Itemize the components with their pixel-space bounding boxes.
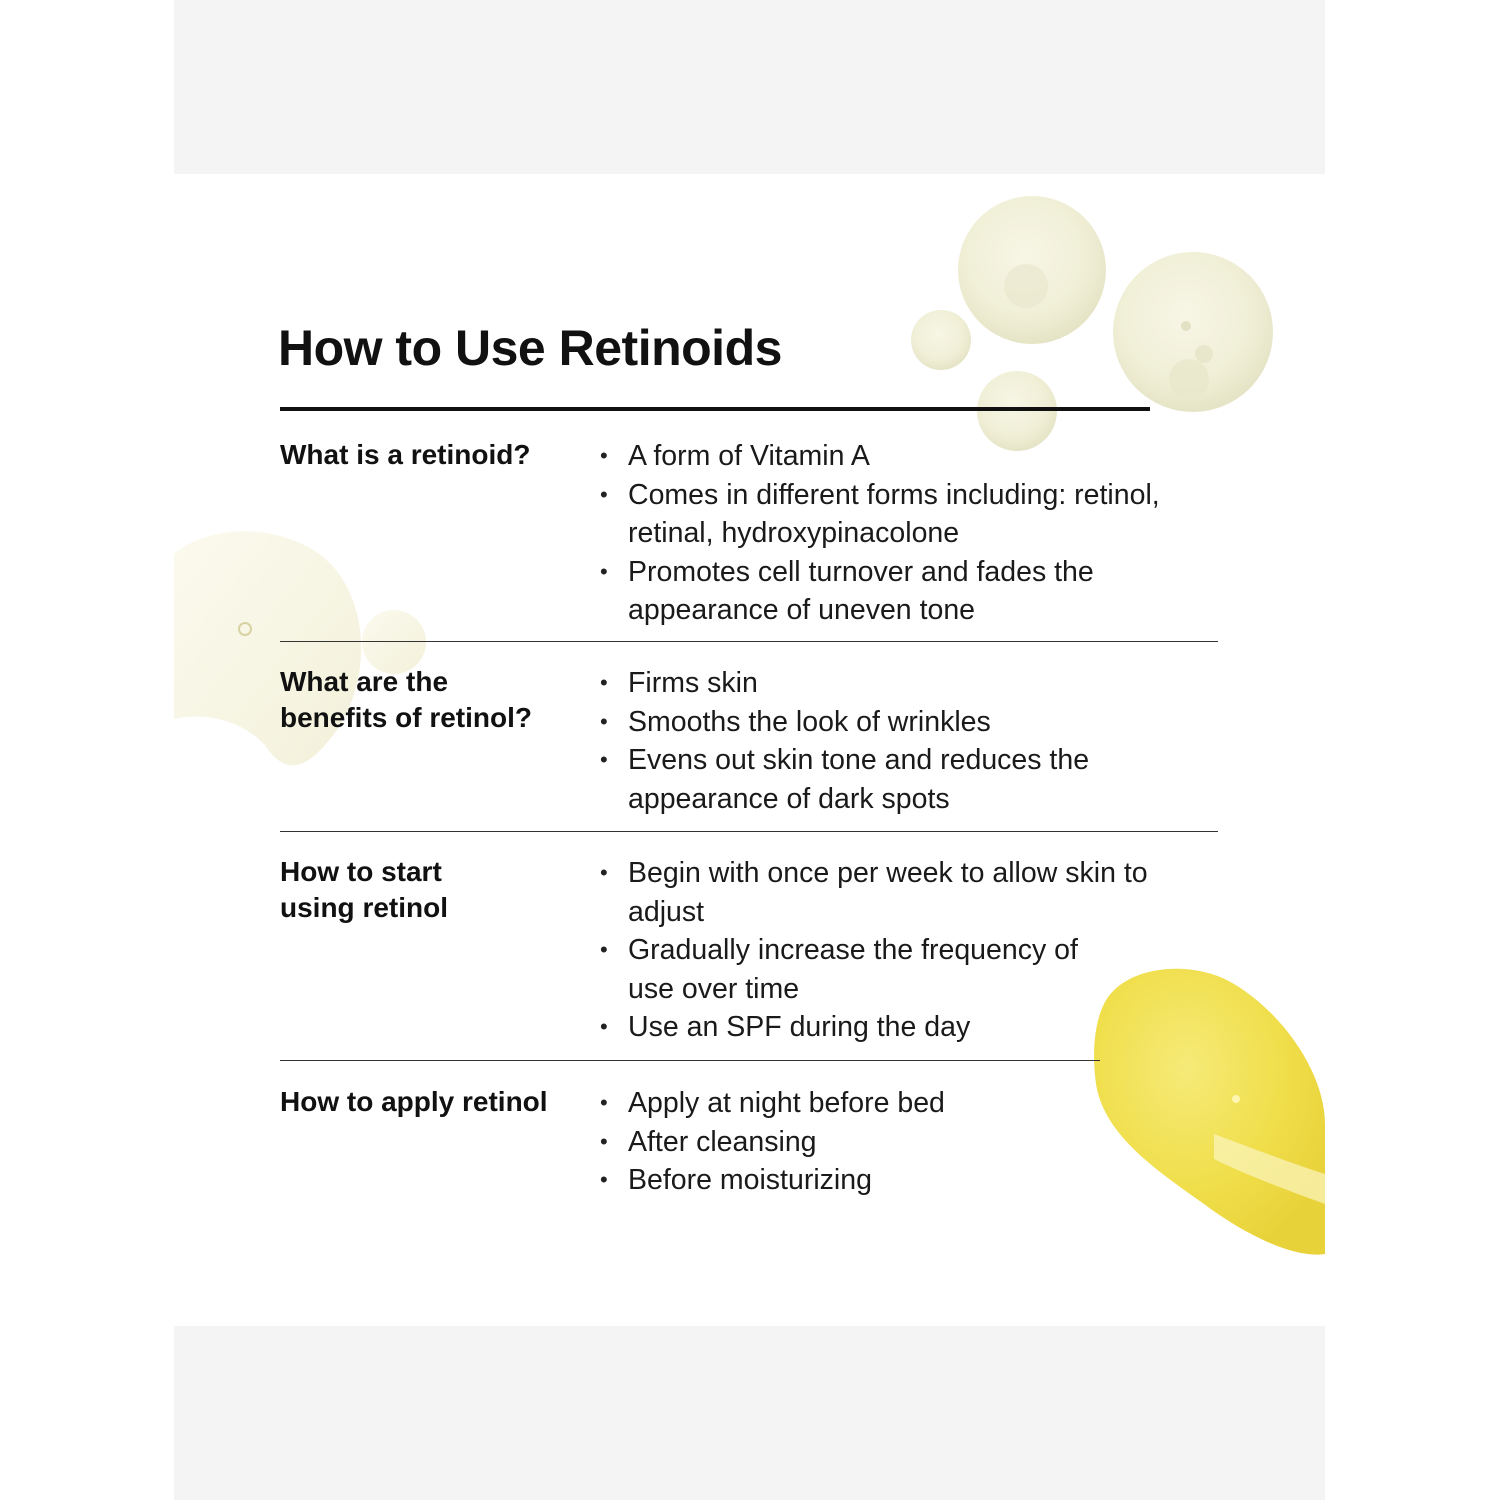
row-question: What is a retinoid? (280, 439, 531, 470)
bullet-item: • A form of Vitamin A (600, 437, 1240, 476)
top-background-band (174, 0, 1325, 174)
bullet-item: • Evens out skin tone and reduces the appearance of dark spots (600, 741, 1240, 818)
bullet-item: • Promotes cell turnover and fades the appearance of uneven tone (600, 553, 1240, 630)
bullet-list (600, 1084, 1240, 1200)
bottom-background-band (174, 1326, 1325, 1500)
bullet-item: • Apply at night before bed (600, 1084, 1240, 1123)
row-divider (280, 831, 1218, 832)
bullet-item: • Smooths the look of wrinkles (600, 703, 1240, 742)
bullet-list (600, 664, 1240, 818)
bullet-item: • Gradually increase the frequency of use over time (600, 931, 1098, 1008)
row-divider (280, 1060, 1100, 1061)
title-divider (280, 407, 1150, 411)
bullet-item: • Comes in different forms including: retinol, retinal, hydroxypinacolone (600, 476, 1240, 553)
row-question: What are the benefits of retinol? (280, 666, 532, 733)
row-question: How to apply retinol (280, 1086, 548, 1117)
bullet-item: • After cleansing (600, 1123, 1240, 1162)
bullet-list (600, 854, 1180, 1047)
row-question: How to start using retinol (280, 856, 448, 923)
bullet-item: • Begin with once per week to allow skin to adjust (600, 854, 1180, 931)
bullet-list (600, 437, 1240, 630)
bullet-item: • Before moisturizing (600, 1161, 1240, 1200)
row-divider (280, 641, 1218, 642)
bullet-item: • Use an SPF during the day (600, 1008, 1180, 1047)
page-title: How to Use Retinoids (278, 320, 782, 376)
infographic-card (174, 174, 1325, 1326)
bullet-item: • Firms skin (600, 664, 1240, 703)
cream-droplets-top-right (911, 196, 1273, 451)
